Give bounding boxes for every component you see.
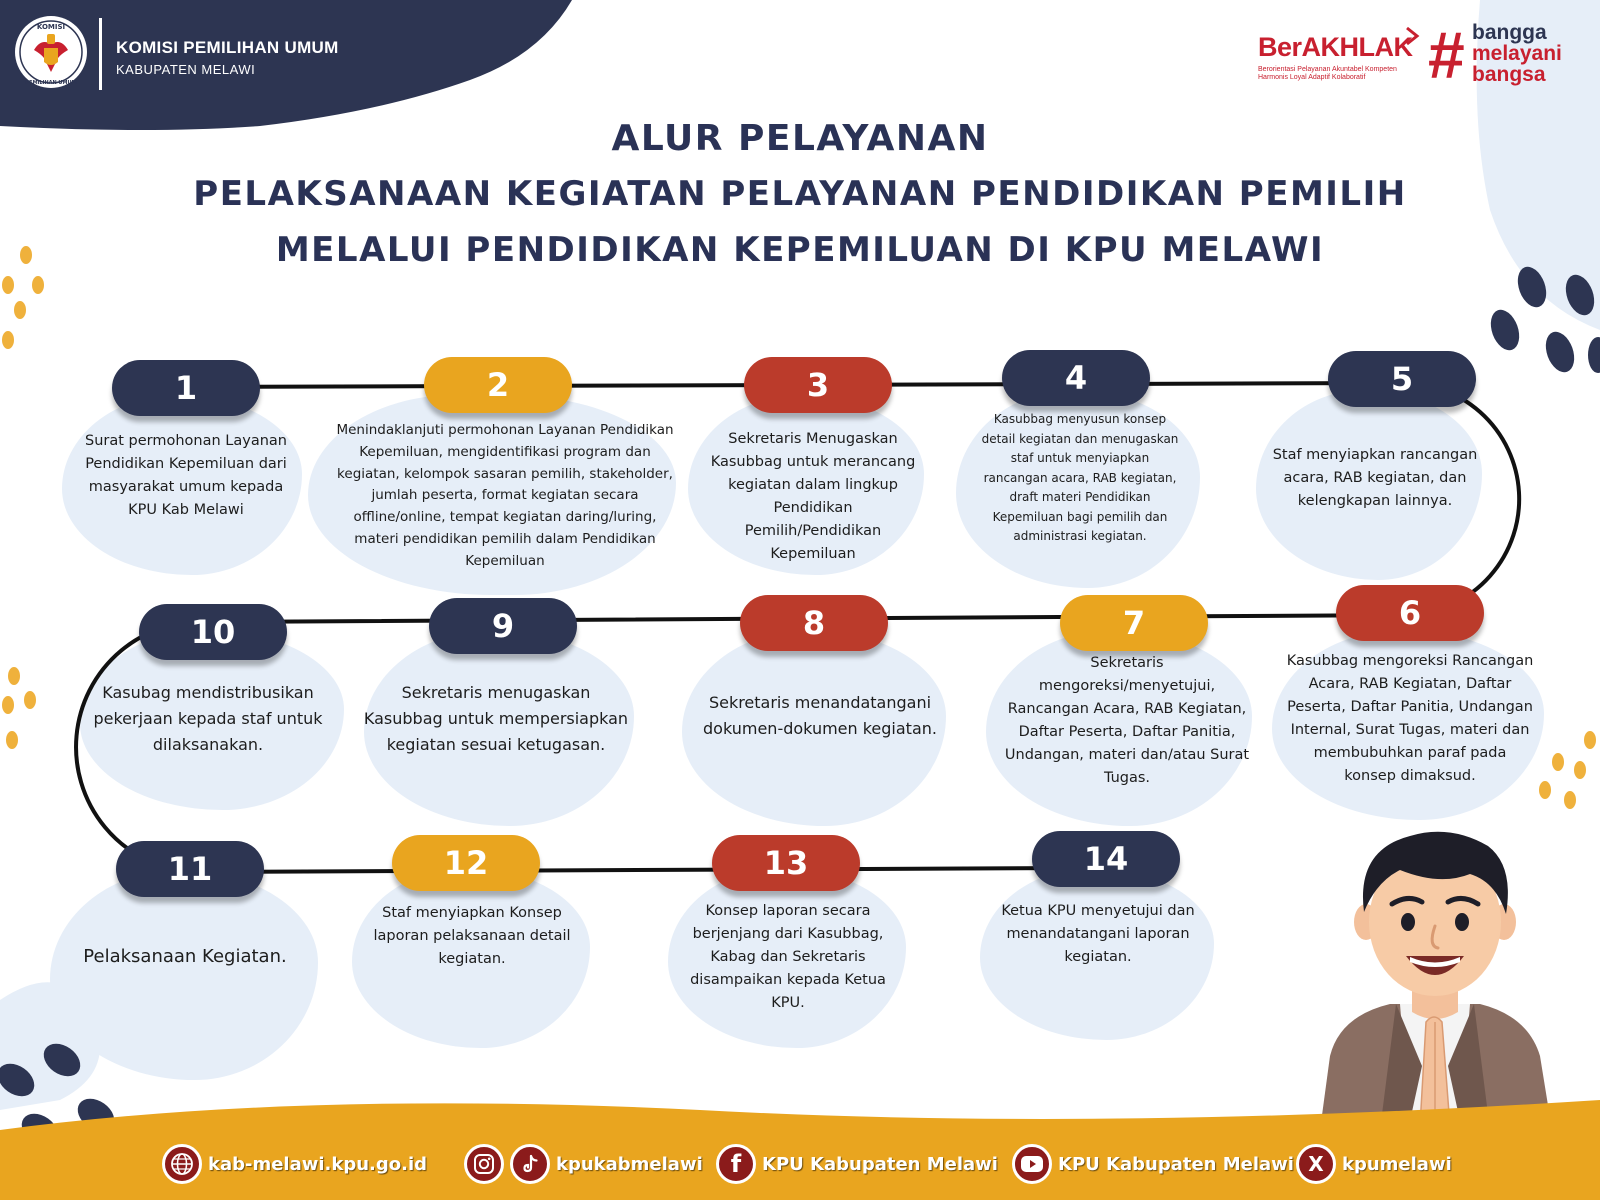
page-subtitle-line-1: PELAKSANAAN KEGIATAN PELAYANAN PENDIDIKAN PEMILIH bbox=[193, 174, 1407, 214]
svg-text:KOMISI: KOMISI bbox=[36, 23, 66, 31]
globe-icon bbox=[162, 1144, 202, 1184]
step-3-badge: 3 bbox=[744, 357, 892, 413]
step-1-description: Surat permohonan Layanan Pendidikan Kepemiluan dari masyarakat umum kepada KPU Kab Melawi bbox=[85, 433, 287, 518]
x-link[interactable] bbox=[1296, 1142, 1452, 1186]
bangga-line-2: melayani bbox=[1472, 42, 1562, 65]
step-14-description: Ketua KPU menyetujui dan menandatangani laporan kegiatan. bbox=[1001, 903, 1195, 965]
bangga-line-1: bangga bbox=[1472, 21, 1547, 44]
step-5-description: Staf menyiapkan rancangan acara, RAB kegiatan, dan kelengkapan lainnya. bbox=[1272, 447, 1478, 509]
step-6-description: Kasubbag mengoreksi Rancangan Acara, RAB Kegiatan, Daftar Peserta, Daftar Panitia, Undangan Internal, Surat Tugas, materi dan membubuhkan paraf pada konsep dimaksud. bbox=[1286, 653, 1534, 784]
step-3-description: Sekretaris Menugaskan Kasubbag untuk merancang kegiatan dalam lingkup Pendidikan Pemilih/Pendidikan Kepemiluan bbox=[710, 431, 916, 562]
step-13-description: Konsep laporan secara berjenjang dari Kasubbag, Kabag dan Sekretaris disampaikan kepada Ketua KPU. bbox=[690, 903, 886, 1011]
tiktok-icon bbox=[510, 1144, 550, 1184]
facebook-label: KPU Kabupaten Melawi bbox=[762, 1153, 998, 1175]
step-12-badge: 12 bbox=[392, 835, 540, 891]
facebook-icon: f bbox=[716, 1144, 756, 1184]
step-13-badge: 13 bbox=[712, 835, 860, 891]
step-9-badge: 9 bbox=[429, 598, 577, 654]
youtube-icon bbox=[1012, 1144, 1052, 1184]
page-subtitle-line-2: MELALUI PENDIDIKAN KEPEMILUAN DI KPU MELAWI bbox=[275, 230, 1325, 270]
step-12-description: Staf menyiapkan Konsep laporan pelaksanaan detail kegiatan. bbox=[373, 905, 571, 967]
svg-text:PEMILIHAN UMUM: PEMILIHAN UMUM bbox=[25, 80, 77, 86]
youtube-link[interactable] bbox=[1012, 1142, 1294, 1186]
org-name: KOMISI PEMILIHAN UMUM bbox=[116, 38, 339, 57]
step-5-badge: 5 bbox=[1328, 351, 1476, 407]
step-11-description: Pelaksanaan Kegiatan. bbox=[83, 946, 287, 967]
step-2-description: Menindaklanjuti permohonan Layanan Pendidikan Kepemiluan, mengidentifikasi program dan kegiatan, kelompok sasaran pemilih, stakeholder, jumlah peserta, format kegiatan secara offline/online, tempat kegiatan daring/luring, materi pendidikan pemilih dalam Pendidikan Kepemiluan bbox=[336, 422, 674, 569]
bangga-line-3: bangsa bbox=[1472, 63, 1546, 86]
instagram-tiktok-link[interactable] bbox=[464, 1142, 703, 1186]
step-7-description: Sekretaris mengoreksi/menyetujui, Rancangan Acara, RAB Kegiatan, Daftar Peserta, Daftar Panitia, Undangan, materi dan/atau Surat Tugas. bbox=[1004, 655, 1250, 786]
youtube-label: KPU Kabupaten Melawi bbox=[1058, 1153, 1294, 1175]
berakhlak-tagline: Berorientasi Pelayanan Akuntabel Kompeten Harmonis Loyal Adaptif Kolaboratif bbox=[1258, 66, 1397, 81]
step-8-badge: 8 bbox=[740, 595, 888, 651]
page-title: ALUR PELAYANAN bbox=[611, 118, 989, 159]
facebook-link[interactable] bbox=[716, 1142, 998, 1186]
website-label: kab-melawi.kpu.go.id bbox=[208, 1153, 428, 1175]
step-1-badge: 1 bbox=[112, 360, 260, 416]
step-7-badge: 7 bbox=[1060, 595, 1208, 651]
step-4-badge: 4 bbox=[1002, 350, 1150, 406]
step-6-badge: 6 bbox=[1336, 585, 1484, 641]
step-8-description: Sekretaris menandatangani dokumen-dokumen kegiatan. bbox=[703, 693, 937, 738]
berakhlak-word: BerAKHLAK bbox=[1258, 32, 1413, 62]
x-icon: X bbox=[1296, 1144, 1336, 1184]
step-10-badge: 10 bbox=[139, 604, 287, 660]
org-region: KABUPATEN MELAWI bbox=[116, 62, 256, 77]
step-4-description: Kasubbag menyusun konsep detail kegiatan dan menugaskan staf untuk menyiapkan rancangan acara, RAB kegiatan, draft materi Pendidikan Kepemiluan bagi pemilih dan administrasi kegiatan. bbox=[981, 412, 1179, 543]
step-2-badge: 2 bbox=[424, 357, 572, 413]
step-9-description: Sekretaris menugaskan Kasubbag untuk mempersiapkan kegiatan sesuai ketugasan. bbox=[363, 683, 629, 754]
hashtag-symbol: # bbox=[1428, 18, 1465, 92]
instagram-tiktok-label: kpukabmelawi bbox=[556, 1153, 703, 1175]
step-14-badge: 14 bbox=[1032, 831, 1180, 887]
website-link[interactable] bbox=[162, 1142, 427, 1186]
step-11-badge: 11 bbox=[116, 841, 264, 897]
x-label: kpumelawi bbox=[1342, 1153, 1452, 1175]
instagram-icon bbox=[464, 1144, 504, 1184]
step-10-description: Kasubag mendistribusikan pekerjaan kepada staf untuk dilaksanakan. bbox=[93, 683, 323, 754]
